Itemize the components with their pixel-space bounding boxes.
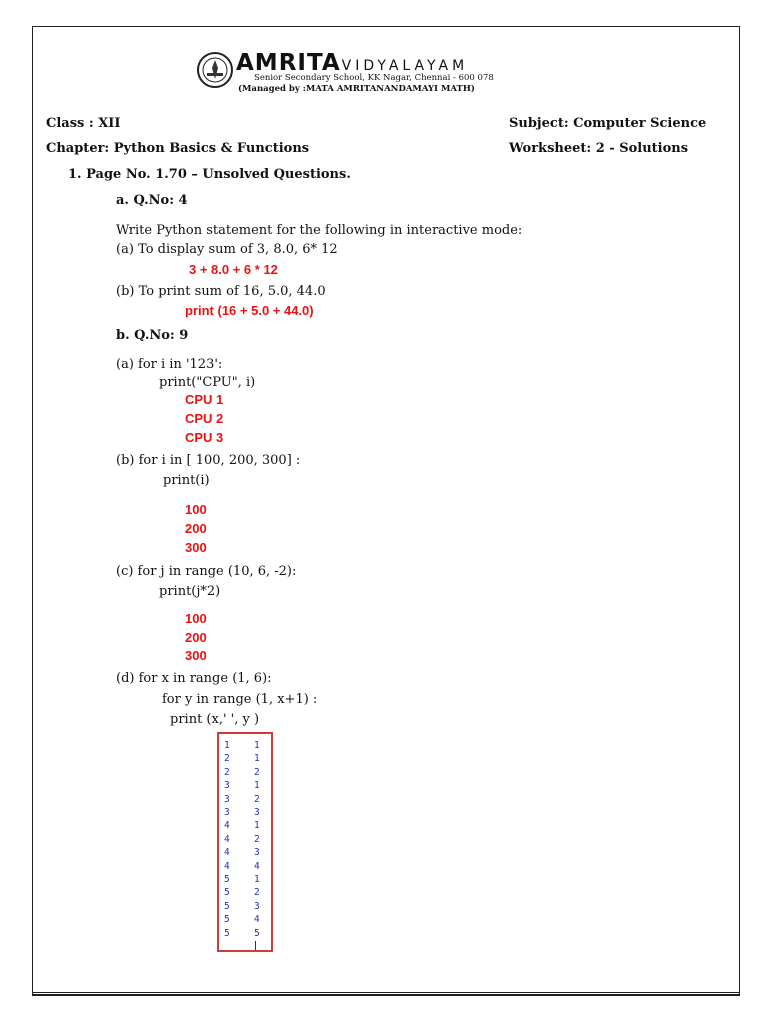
output-row bbox=[219, 861, 271, 874]
output-y-value: 3 bbox=[254, 847, 260, 859]
output-a-2: CPU 2 bbox=[185, 411, 224, 426]
text-cursor bbox=[255, 941, 256, 950]
code-a-line2: print("CPU", i) bbox=[159, 375, 256, 390]
output-c-2: 200 bbox=[185, 630, 207, 645]
output-row bbox=[219, 834, 271, 847]
output-y-value: 5 bbox=[254, 927, 260, 939]
output-row bbox=[219, 767, 271, 780]
class-label: Class : XII bbox=[46, 116, 121, 131]
code-c-line2: print(j*2) bbox=[159, 584, 221, 599]
output-row bbox=[219, 740, 271, 753]
output-y-value: 2 bbox=[254, 833, 260, 845]
output-x-value: 3 bbox=[224, 807, 230, 818]
output-y-value: 1 bbox=[254, 740, 260, 751]
output-row bbox=[219, 914, 271, 927]
answer-a-part-b: print (16 + 5.0 + 44.0) bbox=[185, 303, 314, 318]
code-d-line1: (d) for x in range (1, 6): bbox=[116, 671, 272, 686]
output-x-value: 4 bbox=[224, 847, 230, 859]
output-row bbox=[219, 874, 271, 887]
chapter-label: Chapter: Python Basics & Functions bbox=[46, 141, 310, 156]
output-row bbox=[219, 901, 271, 914]
section-heading: 1. Page No. 1.70 – Unsolved Questions. bbox=[68, 167, 351, 182]
output-x-value: 5 bbox=[224, 927, 230, 939]
school-address: Senior Secondary School, KK Nagar, Chennai - 600 078 bbox=[254, 73, 494, 83]
question-a-prompt: Write Python statement for the following in interactive mode: bbox=[116, 223, 523, 238]
output-x-value: 5 bbox=[224, 900, 230, 912]
output-b-1: 100 bbox=[185, 502, 207, 517]
question-b-label: b. Q.No: 9 bbox=[116, 328, 189, 343]
output-x-value: 5 bbox=[224, 874, 230, 885]
output-row bbox=[219, 780, 271, 793]
subject-label: Subject: Computer Science bbox=[509, 116, 707, 131]
managed-by: (Managed by :MATA AMRITANANDAMAYI MATH) bbox=[238, 84, 475, 94]
output-y-value: 3 bbox=[254, 900, 260, 912]
output-row bbox=[219, 928, 271, 941]
output-x-value: 1 bbox=[224, 740, 230, 751]
output-row bbox=[219, 820, 271, 833]
question-a-part-b: (b) To print sum of 16, 5.0, 44.0 bbox=[116, 284, 326, 299]
output-row bbox=[219, 887, 271, 900]
output-screenshot bbox=[217, 732, 273, 952]
question-a-label: a. Q.No: 4 bbox=[116, 193, 188, 208]
output-y-value: 1 bbox=[254, 874, 260, 885]
output-x-value: 4 bbox=[224, 833, 230, 845]
code-a-line1: (a) for i in '123': bbox=[116, 357, 223, 372]
output-b-3: 300 bbox=[185, 540, 207, 555]
output-a-1: CPU 1 bbox=[185, 392, 224, 407]
output-x-value: 2 bbox=[224, 753, 230, 765]
output-x-value: 5 bbox=[224, 914, 230, 926]
code-b-line2: print(i) bbox=[163, 473, 210, 488]
output-y-value: 4 bbox=[254, 860, 260, 872]
output-x-value: 3 bbox=[224, 793, 230, 805]
school-emblem-icon bbox=[196, 51, 234, 89]
output-b-2: 200 bbox=[185, 521, 207, 536]
page-bottom-rule bbox=[32, 992, 740, 995]
output-x-value: 5 bbox=[224, 887, 230, 899]
output-y-value: 4 bbox=[254, 914, 260, 926]
output-x-value: 2 bbox=[224, 766, 230, 778]
output-y-value: 1 bbox=[254, 753, 260, 765]
output-c-3: 300 bbox=[185, 648, 207, 663]
code-d-line3: print (x,' ', y ) bbox=[170, 712, 260, 727]
school-name-spaced: VIDYALAYAM bbox=[341, 58, 469, 74]
output-y-value: 1 bbox=[254, 780, 260, 792]
output-row bbox=[219, 753, 271, 766]
output-row bbox=[219, 794, 271, 807]
output-y-value: 2 bbox=[254, 766, 260, 778]
school-name-bold: AMRITA bbox=[236, 50, 341, 76]
output-y-value: 3 bbox=[254, 807, 260, 818]
output-row bbox=[219, 847, 271, 860]
answer-a-part-a: 3 + 8.0 + 6 * 12 bbox=[189, 262, 278, 277]
question-a-part-a: (a) To display sum of 3, 8.0, 6* 12 bbox=[116, 242, 338, 257]
code-b-line1: (b) for i in [ 100, 200, 300] : bbox=[116, 453, 301, 468]
output-x-value: 4 bbox=[224, 820, 230, 832]
output-a-3: CPU 3 bbox=[185, 430, 224, 445]
output-x-value: 4 bbox=[224, 860, 230, 872]
output-x-value: 3 bbox=[224, 780, 230, 792]
code-c-line1: (c) for j in range (10, 6, -2): bbox=[116, 564, 297, 579]
output-row bbox=[219, 807, 271, 820]
output-c-1: 100 bbox=[185, 611, 207, 626]
output-y-value: 2 bbox=[254, 793, 260, 805]
worksheet-label: Worksheet: 2 - Solutions bbox=[509, 141, 689, 156]
output-y-value: 1 bbox=[254, 820, 260, 832]
code-d-line2: for y in range (1, x+1) : bbox=[162, 692, 318, 707]
output-y-value: 2 bbox=[254, 887, 260, 899]
